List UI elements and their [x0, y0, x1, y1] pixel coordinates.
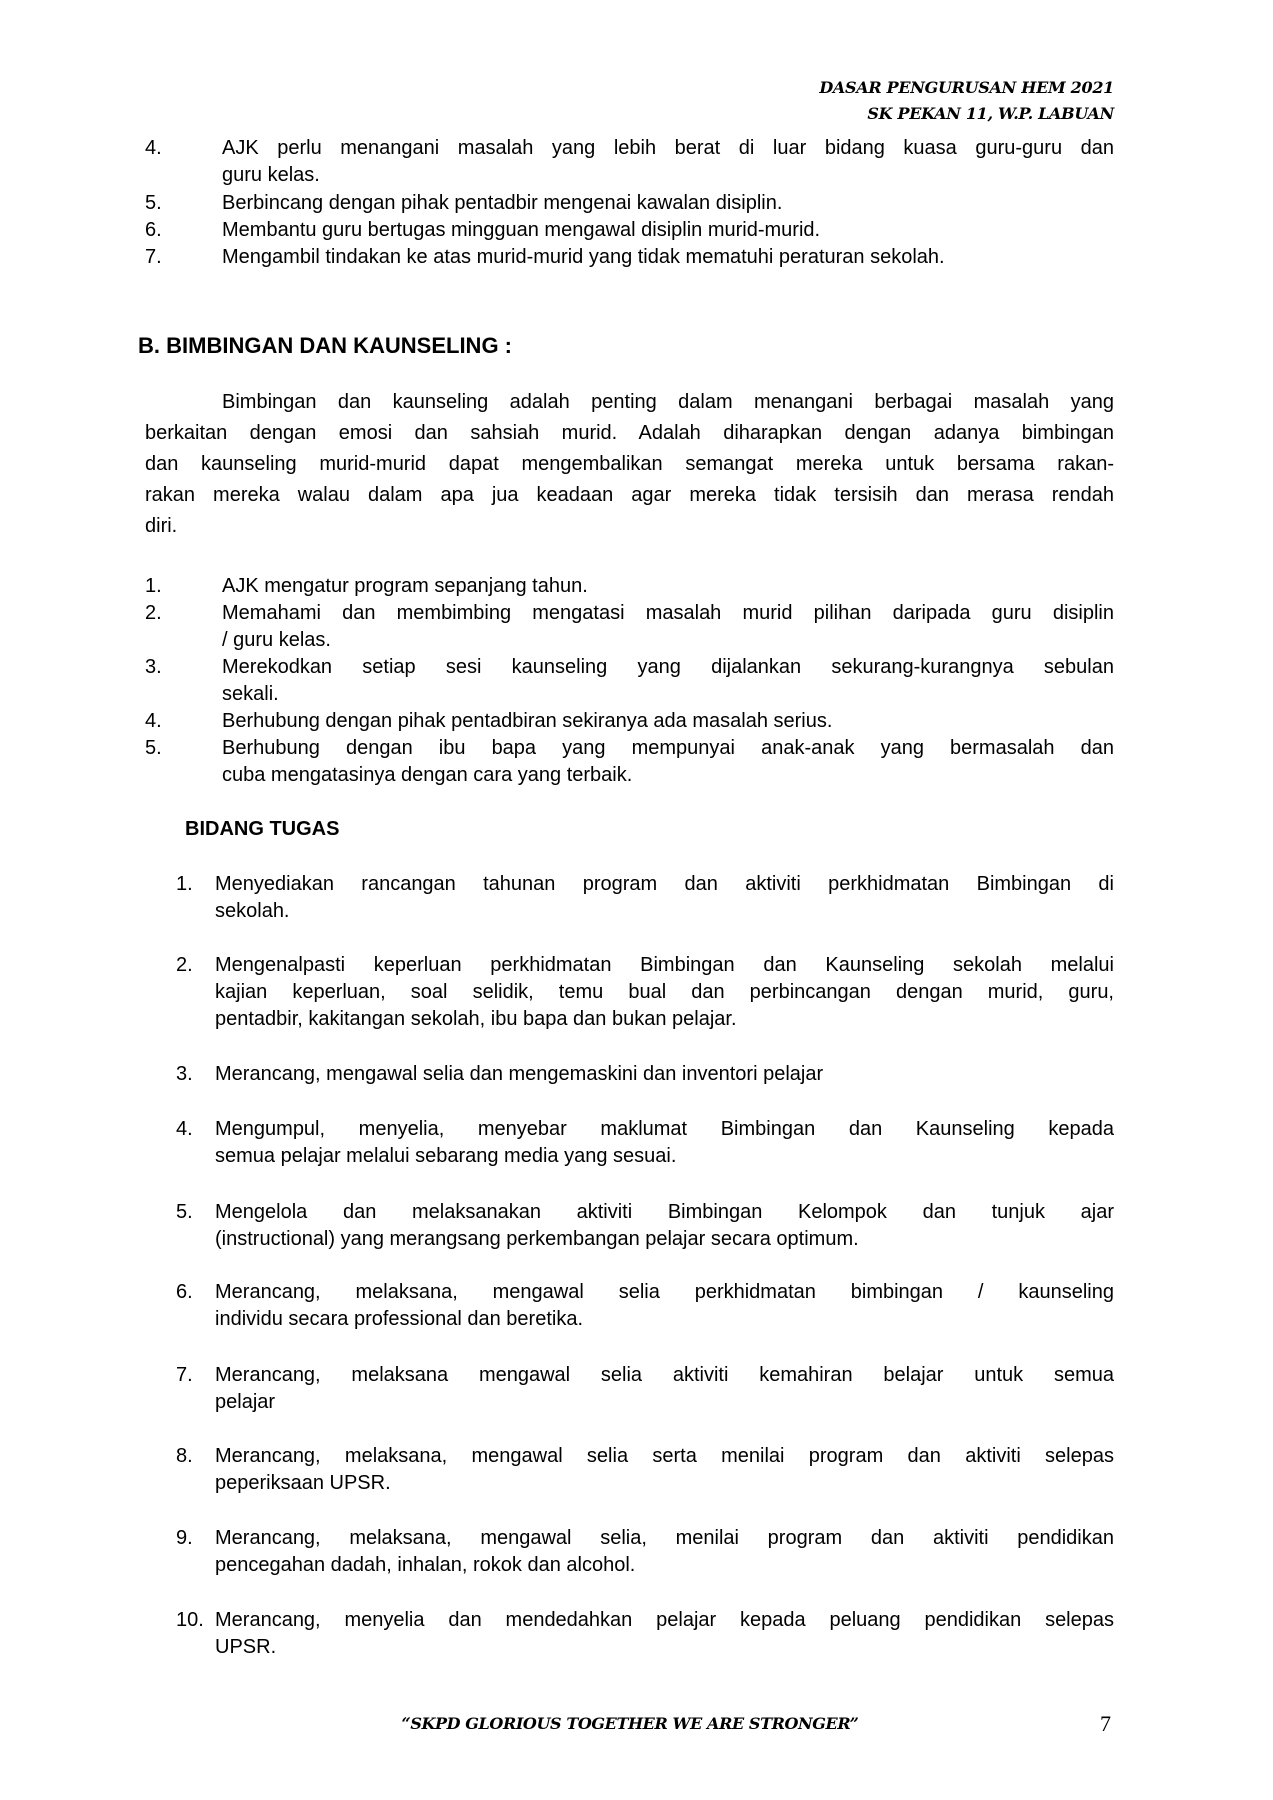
- text-line: Mengenalpasti keperluan perkhidmatan Bimbingan dan Kaunseling sekolah melalui: [215, 954, 1114, 976]
- list-number: 7.: [176, 1364, 193, 1386]
- text-line: diri.: [145, 515, 178, 537]
- list-text: [222, 135, 1114, 189]
- text-line: Merancang, melaksana, mengawal selia, menilai program dan aktiviti pendidikan: [215, 1527, 1114, 1549]
- text-line: rakan mereka walau dalam apa jua keadaan agar mereka tidak tersisih dan merasa rendah: [145, 484, 1114, 506]
- text-line: sekali.: [222, 683, 279, 705]
- text-line: Berbincang dengan pihak pentadbir mengenai kawalan disiplin.: [222, 192, 783, 214]
- list-text: [215, 1199, 1114, 1253]
- text-line: sekolah.: [215, 900, 290, 922]
- text-line: semua pelajar melalui sebarang media yang sesuai.: [215, 1145, 677, 1167]
- text-line: Mengelola dan melaksanakan aktiviti Bimbingan Kelompok dan tunjuk ajar: [215, 1201, 1114, 1223]
- list-text: [215, 1525, 1114, 1579]
- list-text: [215, 1607, 1114, 1661]
- section-b-heading: B. BIMBINGAN DAN KAUNSELING :: [138, 333, 512, 358]
- section-b-paragraph: [145, 387, 1114, 542]
- text-line: Mengambil tindakan ke atas murid-murid yang tidak mematuhi peraturan sekolah.: [222, 246, 945, 268]
- list-text: [215, 1443, 1114, 1497]
- duties-heading: BIDANG TUGAS: [185, 818, 340, 840]
- text-line: kajian keperluan, soal selidik, temu bual dan perbincangan dengan murid, guru,: [215, 981, 1114, 1003]
- text-line: individu secara professional dan beretika.: [215, 1308, 583, 1330]
- list-number: 5.: [145, 192, 162, 214]
- list-text: [222, 573, 1114, 600]
- list-number: 1.: [176, 873, 193, 895]
- list-text: [215, 1116, 1114, 1170]
- text-line: Memahami dan membimbing mengatasi masalah murid pilihan daripada guru disiplin: [222, 602, 1114, 624]
- list-text: [222, 654, 1114, 708]
- text-line: Merancang, melaksana, mengawal selia serta menilai program dan aktiviti selepas: [215, 1445, 1114, 1467]
- text-line: / guru kelas.: [222, 629, 331, 651]
- text-line: dan kaunseling murid-murid dapat mengembalikan semangat mereka untuk bersama rakan-: [145, 453, 1114, 475]
- text-line: pelajar: [215, 1391, 276, 1413]
- header-title: DASAR PENGURUSAN HEM 2021: [819, 78, 1114, 97]
- list-number: 6.: [176, 1281, 193, 1303]
- text-line: Berhubung dengan ibu bapa yang mempunyai anak-anak yang bermasalah dan: [222, 737, 1114, 759]
- list-number: 4.: [176, 1118, 193, 1140]
- text-line: UPSR.: [215, 1636, 277, 1658]
- list-number: 9.: [176, 1527, 193, 1549]
- list-number: 10.: [176, 1609, 204, 1631]
- list-text: [215, 1279, 1114, 1333]
- page-number: 7: [1100, 1711, 1111, 1736]
- text-line: Menyediakan rancangan tahunan program dan aktiviti perkhidmatan Bimbingan di: [215, 873, 1114, 895]
- text-line: AJK perlu menangani masalah yang lebih berat di luar bidang kuasa guru-guru dan: [222, 137, 1114, 159]
- text-line: Bimbingan dan kaunseling adalah penting dalam menangani berbagai masalah yang: [222, 391, 1114, 413]
- text-line: Merancang, melaksana mengawal selia aktiviti kemahiran belajar untuk semua: [215, 1364, 1114, 1386]
- list-text: [222, 217, 1114, 244]
- text-line: Mengumpul, menyelia, menyebar maklumat Bimbingan dan Kaunseling kepada: [215, 1118, 1114, 1140]
- text-line: cuba mengatasinya dengan cara yang terbaik.: [222, 764, 633, 786]
- list-text: [222, 190, 1114, 217]
- list-text: [222, 735, 1114, 789]
- list-number: 7.: [145, 246, 162, 268]
- text-line: pentadbir, kakitangan sekolah, ibu bapa dan bukan pelajar.: [215, 1008, 737, 1030]
- text-line: Merancang, melaksana, mengawal selia perkhidmatan bimbingan / kaunseling: [215, 1281, 1114, 1303]
- text-line: Berhubung dengan pihak pentadbiran sekiranya ada masalah serius.: [222, 710, 833, 732]
- text-line: Merancang, mengawal selia dan mengemaskini dan inventori pelajar: [215, 1063, 824, 1085]
- text-line: guru kelas.: [222, 164, 320, 186]
- header-school: SK PEKAN 11, W.P. LABUAN: [867, 104, 1114, 123]
- text-line: AJK mengatur program sepanjang tahun.: [222, 575, 588, 597]
- list-number: 5.: [176, 1201, 193, 1223]
- list-text: [222, 708, 1114, 735]
- list-text: [215, 871, 1114, 925]
- text-line: Membantu guru bertugas mingguan mengawal disiplin murid-murid.: [222, 219, 821, 241]
- footer-motto: “SKPD GLORIOUS TOGETHER WE ARE STRONGER”: [401, 1714, 859, 1733]
- list-number: 5.: [145, 737, 162, 759]
- list-text: [222, 600, 1114, 654]
- list-number: 3.: [145, 656, 162, 678]
- text-line: pencegahan dadah, inhalan, rokok dan alcohol.: [215, 1554, 636, 1576]
- list-number: 3.: [176, 1063, 193, 1085]
- list-number: 6.: [145, 219, 162, 241]
- text-line: Merancang, menyelia dan mendedahkan pelajar kepada peluang pendidikan selepas: [215, 1609, 1114, 1631]
- text-line: (instructional) yang merangsang perkembangan pelajar secara optimum.: [215, 1228, 859, 1250]
- list-number: 4.: [145, 710, 162, 732]
- list-number: 4.: [145, 137, 162, 159]
- text-line: peperiksaan UPSR.: [215, 1472, 391, 1494]
- list-text: [215, 1061, 1114, 1088]
- list-number: 2.: [145, 602, 162, 624]
- list-text: [215, 952, 1114, 1033]
- list-text: [215, 1362, 1114, 1416]
- list-number: 2.: [176, 954, 193, 976]
- list-number: 1.: [145, 575, 162, 597]
- list-text: [222, 244, 1114, 271]
- text-line: berkaitan dengan emosi dan sahsiah murid. Adalah diharapkan dengan adanya bimbingan: [145, 422, 1114, 444]
- text-line: Merekodkan setiap sesi kaunseling yang dijalankan sekurang-kurangnya sebulan: [222, 656, 1114, 678]
- list-number: 8.: [176, 1445, 193, 1467]
